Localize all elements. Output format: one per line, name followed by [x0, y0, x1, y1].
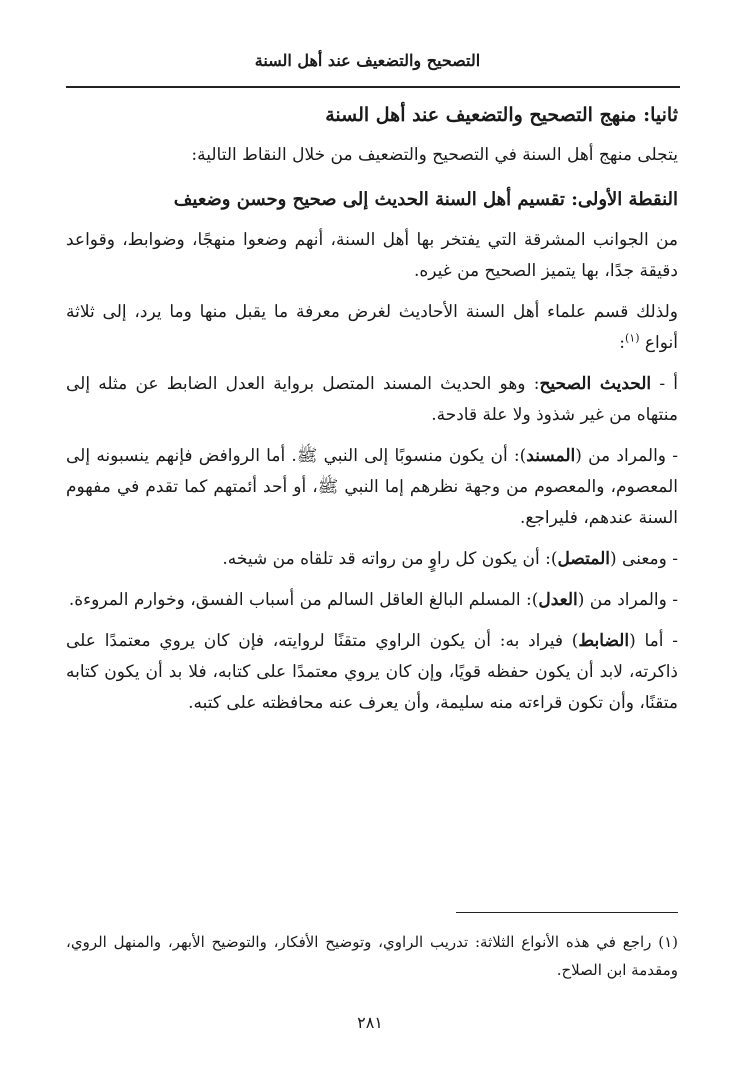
- adl-definition: ): المسلم البالغ العاقل السالم من أسباب الفسق، وخوارم المروءة.: [68, 590, 539, 610]
- muttasil-definition: ): أن يكون كل راوٍ من رواته قد تلقاه من شيخه.: [222, 549, 558, 569]
- paragraph-dabit: [66, 626, 678, 719]
- dabit-definition: ) فيراد به: أن يكون الراوي متقنًا لروايته، فإن كان يروي معتمدًا على ذاكرته، لابد أن يكون حفظه قويًا، وإن كان يروي معتمدًا على كتابه، فلا بد أن يكون كتابه متقنًا، وأن تكون قراءته منه سليمة، وأن يعرف عنه محافظته على كتبه.: [66, 631, 678, 713]
- dabit-prefix: - أما (: [629, 631, 678, 651]
- footnote: (١) راجع في هذه الأنواع الثلاثة: تدريب الراوي، وتوضيح الأفكار، والتوضيح الأبهر، والمنهل الروي، ومقدمة ابن الصلاح.: [66, 933, 678, 979]
- intro-paragraph: يتجلى منهج أهل السنة في التصحيح والتضعيف من خلال النقاط التالية:: [191, 145, 678, 165]
- running-head: التصحيح والتضعيف عند أهل السنة: [254, 51, 481, 70]
- term-adl: العدل: [538, 590, 578, 610]
- page-body: [66, 100, 678, 719]
- term-dabit: الضابط: [578, 631, 630, 651]
- paragraph-musnad: [66, 441, 678, 534]
- paragraph-muttasil: [66, 544, 678, 575]
- musnad-definition: ): أن يكون منسوبًا إلى النبي ﷺ. أما الروافض فإنهم ينسبونه إلى المعصوم، والمعصوم من وجهة نظرهم إما النبي ﷺ، أو أحد أئمتهم كما تقدم في مفهوم السنة عندهم، فليراجع.: [66, 446, 678, 528]
- term-muttasil: المتصل: [557, 549, 610, 569]
- division-colon: :: [619, 333, 625, 353]
- division-text: ولذلك قسم علماء أهل السنة الأحاديث لغرض معرفة ما يقبل منها وما يرد، إلى ثلاثة أنواع: [66, 302, 678, 353]
- muttasil-prefix: - ومعنى (: [610, 549, 678, 569]
- footnote-rule: [456, 912, 678, 913]
- paragraph-adl: [66, 585, 678, 616]
- section-title: ثانيا: منهج التصحيح والتضعيف عند أهل السنة: [325, 104, 678, 126]
- term-musnad: المسند: [526, 446, 576, 466]
- paragraph-division: [66, 297, 678, 359]
- musnad-prefix: - والمراد من (: [575, 446, 678, 466]
- page-number: ٢٨١: [357, 1013, 383, 1032]
- adl-prefix: - والمراد من (: [577, 590, 678, 610]
- header-rule: [66, 86, 680, 88]
- sahih-prefix: أ -: [651, 374, 678, 394]
- paragraph-method: من الجوانب المشرقة التي يفتخر بها أهل السنة، أنهم وضعوا منهجًا، وضوابط، وقواعد دقيقة جدًا، بها يتميز الصحيح من غيره.: [66, 230, 678, 281]
- paragraph-sahih: [66, 369, 678, 431]
- footnote-reference: (١): [624, 331, 640, 345]
- point-title: النقطة الأولى: تقسيم أهل السنة الحديث إلى صحيح وحسن وضعيف: [173, 189, 678, 210]
- term-sahih: الحديث الصحيح: [539, 374, 652, 394]
- sahih-definition: : وهو الحديث المسند المتصل برواية العدل الضابط عن مثله إلى منتهاه من غير شذوذ ولا علة قادحة.: [66, 374, 678, 425]
